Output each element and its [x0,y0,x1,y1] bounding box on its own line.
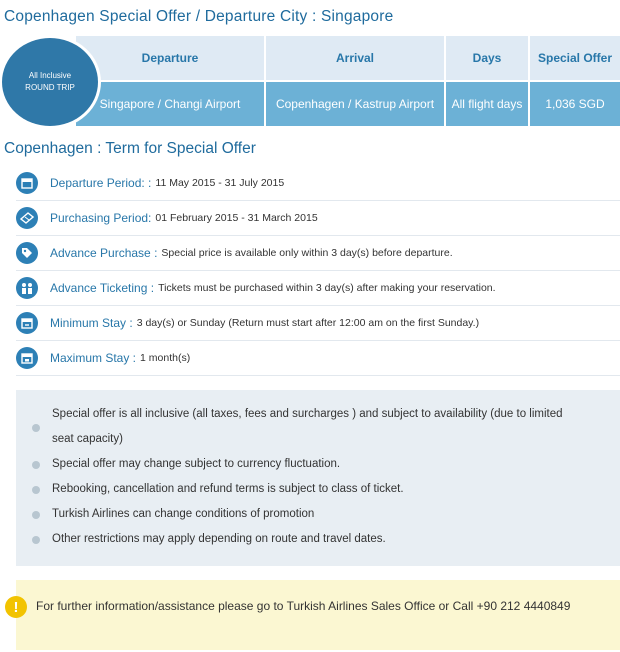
calendar-min-icon [16,312,38,334]
arrival-value: Copenhagen / Kastrup Airport [266,82,446,126]
ticket-icon [16,207,38,229]
term-advance-ticketing [16,271,620,306]
col-departure: Departure [76,36,266,80]
info-text: For further information/assistance please go to Turkish Airlines Sales Office or Call +90 212 4440849 [36,599,571,613]
departure-value: Singapore / Changi Airport [76,82,266,126]
terms-title: Copenhagen : Term for Special Offer [4,140,256,157]
term-label: Purchasing Period: [50,211,152,225]
term-value: 1 month(s) [140,352,191,364]
note-text: Other restrictions may apply depending on route and travel dates. [52,533,386,545]
terms-list [16,166,620,376]
bullet-icon [32,486,40,494]
term-label: Advance Purchase : [50,246,158,260]
note-text: Special offer is all inclusive (all taxes, fees and surcharges ) and subject to availability (due to limited seat capacity) [52,408,563,445]
term-departure-period [16,166,620,201]
bullet-icon [32,424,40,432]
note-item [32,477,620,502]
note-item [32,452,620,477]
term-value: 11 May 2015 - 31 July 2015 [155,177,285,189]
term-value: Special price is available only within 3 day(s) before departure. [161,247,453,259]
col-special-offer: Special Offer [537,51,613,65]
people-icon [16,277,38,299]
term-label: Advance Ticketing : [50,281,155,295]
bullet-icon [32,461,40,469]
term-purchasing-period [16,201,620,236]
term-minimum-stay [16,306,620,341]
calendar-max-icon [16,347,38,369]
note-text: Turkish Airlines can change conditions of promotion [52,508,315,520]
days-value: All flight days [446,82,530,126]
info-box [13,580,620,650]
badge-line1: All Inclusive [28,71,72,80]
bullet-icon [32,511,40,519]
notes-box [16,390,620,566]
term-label: Departure Period: : [50,176,152,190]
price-value: 1,036 SGD [545,97,605,111]
offer-table [0,36,620,126]
note-item [32,402,620,452]
term-maximum-stay [16,341,620,376]
warning-icon: ! [5,596,27,618]
offer-header-row [76,36,620,80]
badge-line2: ROUND TRIP [25,83,75,92]
tag-icon [16,242,38,264]
note-item [32,502,620,527]
term-value: Tickets must be purchased within 3 day(s) after making your reservation. [158,282,496,294]
term-value: 01 February 2015 - 31 March 2015 [155,212,318,224]
offer-value-row [76,82,620,126]
note-text: Special offer may change subject to currency fluctuation. [52,458,341,470]
page-title: Copenhagen Special Offer / Departure City : Singapore [4,8,394,25]
calendar-icon [16,172,38,194]
col-arrival: Arrival [266,36,446,80]
note-text: Rebooking, cancellation and refund terms is subject to class of ticket. [52,483,404,495]
term-advance-purchase [16,236,620,271]
note-item [32,527,620,552]
bullet-icon [32,536,40,544]
round-trip-badge [2,38,98,126]
notes-list [32,402,620,552]
term-label: Minimum Stay : [50,316,133,330]
term-value: 3 day(s) or Sunday (Return must start after 12:00 am on the first Sunday.) [136,317,480,329]
term-label: Maximum Stay : [50,351,137,365]
col-days: Days [446,36,530,80]
